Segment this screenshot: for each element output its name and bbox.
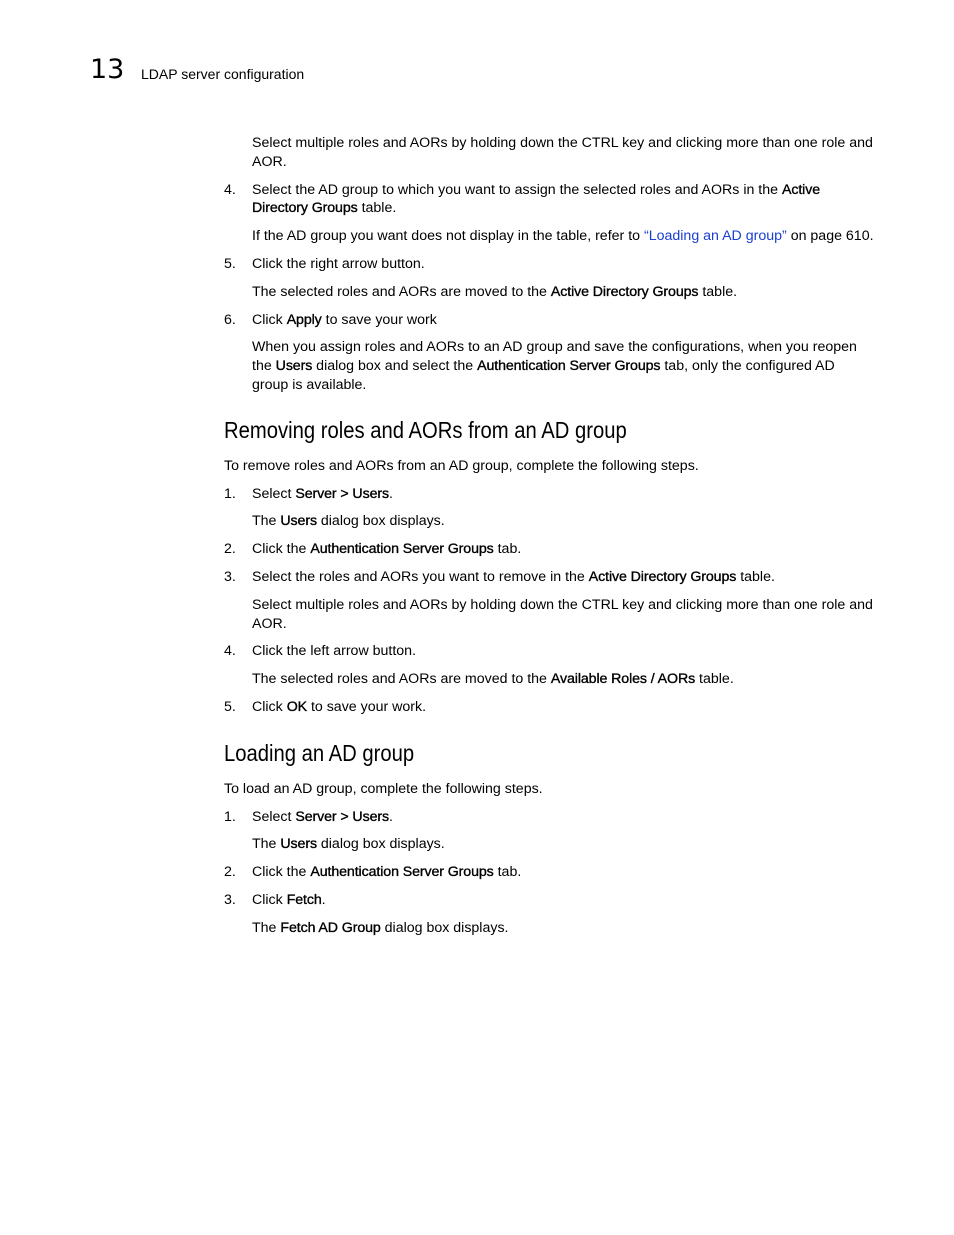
step-number: 1. bbox=[224, 485, 236, 502]
text: table. bbox=[698, 283, 738, 300]
paragraph-users-dialog bbox=[252, 835, 874, 854]
paragraph-assign-note bbox=[252, 338, 874, 394]
ui-label-server-users: Server > Users bbox=[295, 808, 389, 825]
ui-label-fetch-ad-group: Fetch AD Group bbox=[280, 919, 381, 936]
step-text: to save your work. bbox=[307, 698, 427, 715]
step-number: 2. bbox=[224, 541, 236, 558]
ui-label-authentication-server-groups: Authentication Server Groups bbox=[477, 358, 661, 375]
ui-label-users: Users bbox=[280, 836, 317, 853]
paragraph-removing-intro: To remove roles and AORs from an AD group, complete the following steps. bbox=[224, 457, 699, 474]
step-text: . bbox=[388, 808, 393, 825]
text: dialog box displays. bbox=[316, 513, 445, 530]
step-2-auth-server-groups-tab bbox=[224, 540, 874, 559]
page-content bbox=[224, 134, 874, 947]
step-text: . bbox=[388, 485, 393, 502]
step-text: Click the bbox=[252, 541, 311, 558]
step-text: to save your work bbox=[321, 311, 437, 328]
step-text: table. bbox=[736, 568, 775, 585]
text: If the AD group you want does not display in the table, refer to bbox=[252, 228, 644, 245]
paragraph-moved-to-available bbox=[252, 670, 874, 689]
step-number: 3. bbox=[224, 568, 236, 585]
step-2-auth-server-groups-tab bbox=[224, 863, 874, 882]
text: dialog box displays. bbox=[316, 836, 445, 853]
step-number: 6. bbox=[224, 311, 236, 328]
ui-label-authentication-server-groups: Authentication Server Groups bbox=[310, 864, 494, 881]
step-text: Click the bbox=[252, 864, 311, 881]
step-text: Click bbox=[252, 311, 287, 328]
text: dialog box and select the bbox=[312, 358, 478, 375]
paragraph-if-not-displayed bbox=[252, 227, 874, 246]
text: The bbox=[252, 836, 281, 853]
chapter-title: LDAP server configuration bbox=[141, 66, 305, 82]
paragraph-moved-to-ad-groups bbox=[252, 283, 874, 302]
paragraph-select-multiple: Select multiple roles and AORs by holding down the CTRL key and clicking more than one role and AOR. bbox=[252, 596, 873, 632]
step-number: 5. bbox=[224, 698, 236, 715]
section-heading-loading: Loading an AD group bbox=[224, 739, 415, 766]
text: on page 610. bbox=[786, 228, 874, 245]
ui-label-apply: Apply bbox=[286, 311, 322, 328]
text: When you assign roles and AORs to an AD group and save the configurations, when you reopen the bbox=[252, 339, 857, 375]
step-3-select-roles-remove bbox=[224, 568, 874, 587]
step-number: 4. bbox=[224, 181, 236, 198]
text: dialog box displays. bbox=[380, 919, 509, 936]
text: The bbox=[252, 919, 281, 936]
ui-label-authentication-server-groups: Authentication Server Groups bbox=[310, 541, 494, 558]
paragraph-fetch-dialog bbox=[252, 919, 874, 938]
ui-label-ok: OK bbox=[286, 698, 307, 715]
step-number: 2. bbox=[224, 864, 236, 881]
step-6-apply bbox=[224, 311, 874, 330]
text: table. bbox=[695, 671, 734, 688]
step-text: Click bbox=[252, 698, 287, 715]
ui-label-users: Users bbox=[275, 358, 313, 375]
cross-reference-link[interactable]: “Loading an AD group” bbox=[643, 228, 787, 245]
paragraph-select-multiple: Select multiple roles and AORs by holding down the CTRL key and clicking more than one role and AOR. bbox=[252, 135, 873, 170]
text: The selected roles and AORs are moved to the bbox=[252, 283, 551, 300]
ui-label-users: Users bbox=[280, 513, 317, 530]
ui-label-active-directory-groups: Active Directory Groups bbox=[550, 283, 699, 300]
step-text: Select bbox=[252, 485, 296, 502]
step-number: 5. bbox=[224, 255, 236, 272]
text: tab, only the configured AD group is available. bbox=[252, 358, 835, 393]
step-1-select-server-users bbox=[224, 485, 874, 504]
step-5-right-arrow bbox=[224, 255, 874, 274]
step-text: Select the roles and AORs you want to remove in the bbox=[252, 568, 589, 585]
step-text: tab. bbox=[493, 541, 522, 558]
paragraph-users-dialog bbox=[252, 512, 874, 531]
step-text: tab. bbox=[493, 864, 522, 881]
ui-label-available-roles-aors: Available Roles / AORs bbox=[550, 671, 696, 688]
step-text: Click the left arrow button. bbox=[252, 643, 417, 660]
step-4-select-ad-group bbox=[224, 181, 874, 219]
step-text: . bbox=[321, 891, 326, 908]
step-number: 1. bbox=[224, 808, 236, 825]
paragraph-loading-intro: To load an AD group, complete the following steps. bbox=[224, 780, 543, 797]
step-number: 3. bbox=[224, 891, 236, 908]
step-text: Select bbox=[252, 808, 296, 825]
step-4-left-arrow bbox=[224, 642, 874, 661]
ui-label-server-users: Server > Users bbox=[295, 485, 389, 502]
text: The bbox=[252, 513, 281, 530]
section-heading-removing: Removing roles and AORs from an AD group bbox=[224, 416, 627, 443]
step-3-fetch bbox=[224, 891, 874, 910]
chapter-number: 13 bbox=[90, 54, 125, 85]
step-5-ok bbox=[224, 698, 874, 717]
step-text: Click the right arrow button. bbox=[252, 255, 425, 272]
ui-label-active-directory-groups: Active Directory Groups bbox=[252, 181, 821, 217]
ui-label-fetch: Fetch bbox=[286, 891, 322, 908]
ui-label-active-directory-groups: Active Directory Groups bbox=[588, 568, 737, 585]
step-text: Click bbox=[252, 891, 287, 908]
step-text: table. bbox=[357, 200, 397, 217]
text: The selected roles and AORs are moved to the bbox=[252, 671, 551, 688]
step-number: 4. bbox=[224, 643, 236, 660]
step-text: Select the AD group to which you want to assign the selected roles and AORs in the bbox=[252, 181, 782, 198]
step-1-select-server-users bbox=[224, 808, 874, 827]
